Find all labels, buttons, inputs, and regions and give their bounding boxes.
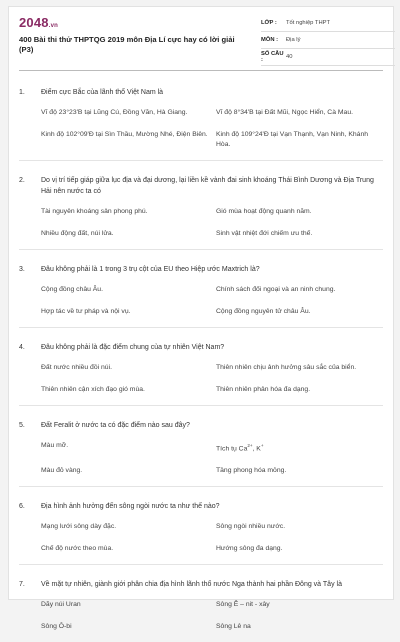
question-stem [19,87,383,98]
question-number: 2. [19,177,25,184]
question-item [19,87,383,161]
question-number: 5. [19,422,25,429]
answer-option[interactable]: Nhiều động đất, núi lửa. [41,230,114,237]
meta-value: Địa lý [286,37,301,43]
answer-option[interactable]: Hợp tác về tư pháp và nội vụ. [41,308,131,315]
logo-text: 2048 [19,15,49,30]
question-item [19,501,383,565]
answer-options [19,285,383,317]
answer-option[interactable]: Cộng đồng nguyên tử châu Âu. [216,308,311,315]
meta-row-subject [261,32,395,49]
question-stem [19,501,383,512]
answer-option[interactable]: Tài nguyên khoáng sản phong phú. [41,208,148,215]
answer-option[interactable]: Gió mùa hoạt động quanh năm. [216,208,312,215]
answer-option[interactable]: Thiên nhiên phân hóa đa dạng. [216,386,311,393]
meta-table [261,15,395,66]
answer-option[interactable]: Thiên nhiên cận xích đạo gió mùa. [41,386,145,393]
answer-option[interactable]: Sông Ê – nit - xây [216,601,270,609]
logo-suffix: .vn [48,23,59,29]
answer-option[interactable]: Dãy núi Uran [41,601,81,609]
document-title: 400 Bài thi thử THPTQG 2019 môn Địa Lí cực hay có lời giải (P3) [19,35,235,54]
answer-option[interactable]: Màu mỡ. [41,442,69,449]
question-item [19,264,383,328]
answer-option[interactable]: Cộng đồng châu Âu. [41,286,103,293]
question-item [19,175,383,250]
meta-value: 40 [286,54,293,60]
question-number: 4. [19,344,25,351]
answer-option[interactable]: Chính sách đối ngoại và an ninh chung. [216,286,336,293]
question-text: Điểm cực Bắc của lãnh thổ Việt Nam là [41,89,164,96]
question-stem [19,342,383,353]
answer-option[interactable]: Kinh độ 109°24'Đ tại Vạn Thạnh, Vạn Ninh, Khánh Hòa. [216,131,369,148]
question-stem [19,579,383,590]
answer-options [19,108,383,150]
question-number: 6. [19,503,25,511]
question-list [9,71,393,642]
answer-options [19,600,383,632]
answer-option[interactable]: Sinh vật nhiệt đới chiếm ưu thế. [216,230,313,237]
meta-key: MÔN : [261,37,279,43]
question-text: Về mặt tự nhiên, giành giới phân chia địa hình lãnh thổ nước Nga thành hai phần Đông và Tây là [41,581,342,589]
question-stem [19,175,383,197]
answer-option[interactable]: Đất nước nhiều đồi núi. [41,364,112,371]
answer-option[interactable]: Chế độ nước theo mùa. [41,545,114,553]
question-number: 3. [19,266,25,273]
question-item [19,579,383,642]
question-stem [19,264,383,275]
meta-row-count [261,49,395,66]
question-text: Đâu không phải là đặc điểm chung của tự nhiên Việt Nam? [41,344,225,351]
answer-option[interactable]: Tích tụ $Ca^{2+}$, K+ [216,443,264,453]
meta-row-class [261,15,395,32]
answer-options [19,441,383,476]
answer-option[interactable]: Vĩ độ 23°23'B tại Lũng Cú, Đồng Văn, Hà Giang. [41,109,188,116]
meta-key: LỚP : [261,20,277,26]
document-page [8,6,394,631]
question-number: 1. [19,89,25,96]
question-text: Đất Feralit ở nước ta có đặc điểm nào sau đây? [41,422,190,429]
answer-options [19,207,383,239]
answer-option[interactable]: Sông ngòi nhiều nước. [216,523,286,531]
answer-options [19,363,383,395]
answer-option[interactable]: Màu đỏ vàng. [41,467,83,475]
document-header [19,7,383,71]
question-stem [19,420,383,431]
question-item [19,420,383,487]
question-text: Đâu không phải là 1 trong 3 trụ cột của EU theo Hiệp ước Maxtrich là? [41,266,260,273]
answer-option[interactable]: Sông Ô-bi [41,623,72,631]
answer-option[interactable]: Tầng phong hóa mỏng. [216,467,287,475]
meta-key: SỐ CÂU : [261,51,284,63]
question-text: Địa hình ảnh hưởng đến sông ngòi nước ta như thế nào? [41,503,220,511]
answer-options [19,522,383,554]
meta-value: Tốt nghiệp THPT [286,20,331,26]
answer-option[interactable]: Mạng lưới sông dày đặc. [41,523,117,531]
site-logo[interactable] [19,15,58,30]
answer-option[interactable]: Kinh độ 102°09'Đ tại Sìn Thầu, Mường Nhé, Điện Biên. [41,131,208,138]
answer-option[interactable]: Sông Lê na [216,623,251,631]
answer-option[interactable]: Hướng sông đa dạng. [216,545,283,553]
question-text: Do vị trí tiếp giáp giữa lục địa và đại dương, lại liền kề vành đai sinh khoáng Thái Bình Dương và Địa Trung Hải nên nước ta có [41,177,374,195]
answer-option[interactable]: Thiên nhiên chịu ảnh hưởng sâu sắc của biển. [216,364,357,371]
question-item [19,342,383,406]
answer-option[interactable]: Vĩ độ 8°34'B tại Đất Mũi, Ngọc Hiển, Cà Mau. [216,109,353,116]
question-number: 7. [19,581,25,589]
